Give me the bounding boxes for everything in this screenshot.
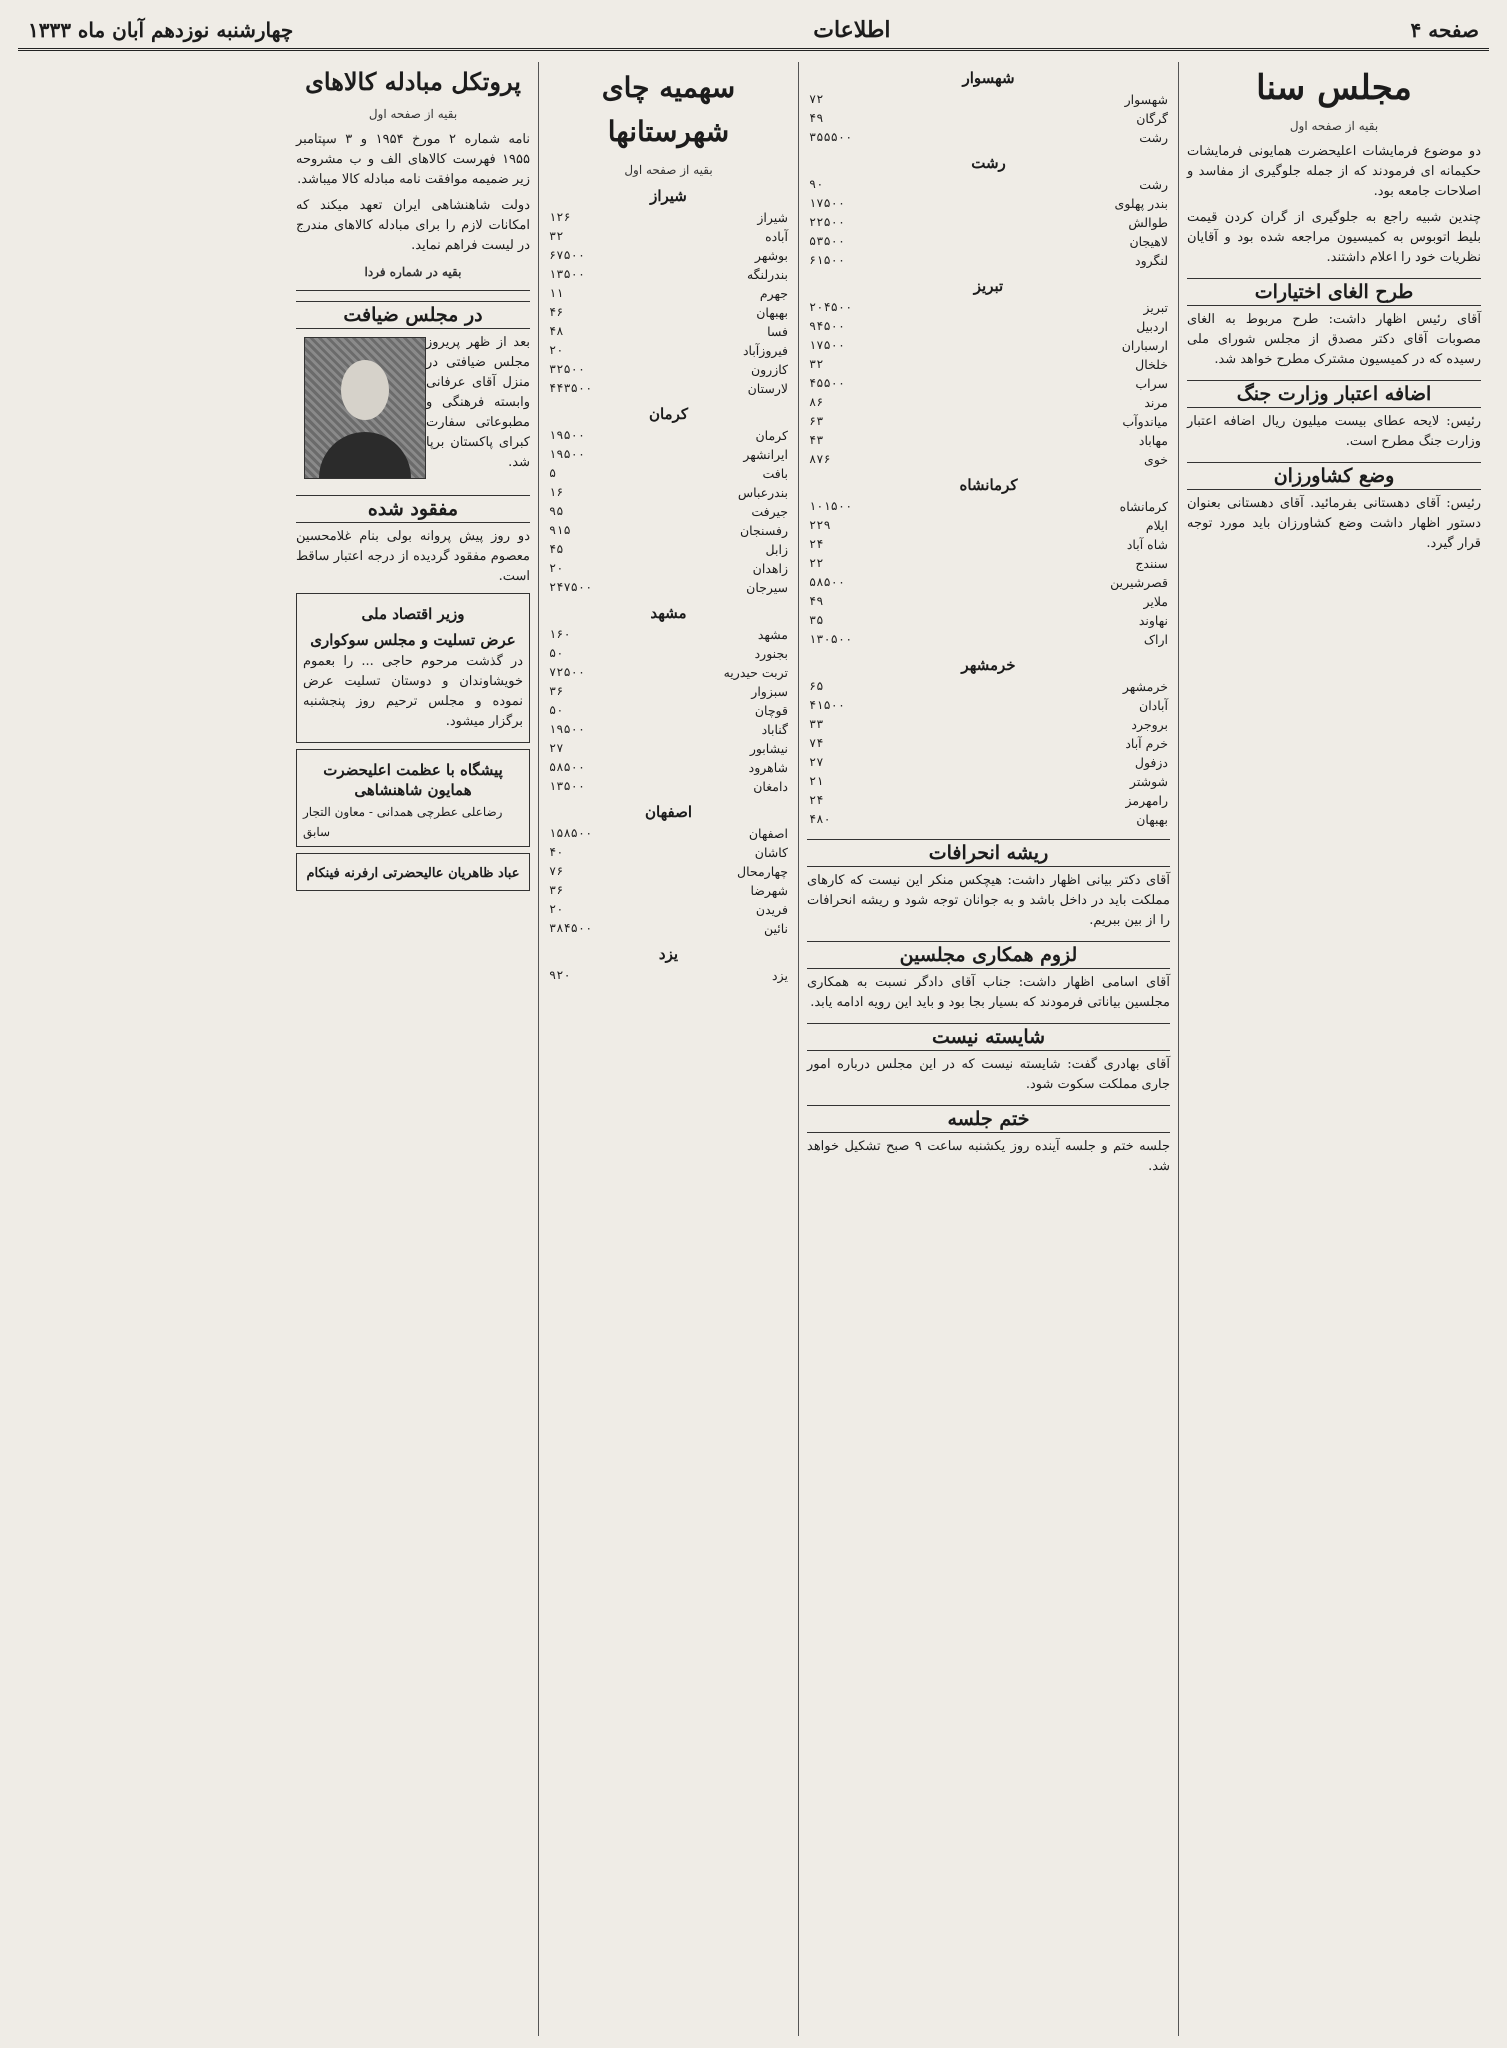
value-cell: ۱۷۵۰۰ — [809, 338, 846, 352]
subheading: اضافه اعتبار وزارت جنگ — [1187, 380, 1481, 408]
table-row — [547, 701, 790, 720]
city-cell: شهسوار — [1124, 92, 1168, 107]
tea-table-rows — [807, 497, 1170, 649]
table-row — [807, 516, 1170, 535]
city-cell: طوالش — [1128, 215, 1168, 230]
table-row — [547, 284, 790, 303]
article-paragraph: آقای بهادری گفت: شایسته نیست که در این مجلس درباره امور جاری مملکت سکوت شود. — [807, 1057, 1170, 1092]
value-cell: ۹۱۵ — [549, 523, 571, 537]
divider — [296, 290, 530, 291]
city-cell: دامغان — [753, 779, 788, 794]
city-heading: شیراز — [650, 187, 687, 205]
city-cell: فسا — [767, 324, 788, 339]
table-row — [807, 630, 1170, 649]
column-protocol — [288, 62, 538, 2036]
notice-box — [296, 853, 530, 891]
table-row — [547, 322, 790, 341]
table-row — [807, 393, 1170, 412]
table-row — [547, 881, 790, 900]
city-cell: نهاوند — [1138, 613, 1168, 628]
value-cell: ۸۷۶ — [809, 452, 831, 466]
city-cell: جهرم — [759, 286, 788, 301]
table-row — [807, 109, 1170, 128]
continued-note: بقیه در شماره فردا — [364, 265, 462, 279]
value-cell: ۸۶ — [809, 395, 824, 409]
table-row — [547, 758, 790, 777]
headline-tea: سهمیه چای شهرستانها — [601, 71, 736, 148]
table-row — [807, 592, 1170, 611]
city-heading: یزد — [658, 945, 679, 963]
city-cell: شهرضا — [750, 883, 788, 898]
value-cell: ۴۸ — [549, 324, 564, 338]
continued-note: بقیه از صفحه اول — [1289, 119, 1379, 133]
article-paragraph: جلسه ختم و جلسه آینده روز یکشنبه ساعت ۹ صبح تشکیل خواهد شد. — [807, 1139, 1170, 1174]
city-cell: شاهرود — [748, 760, 788, 775]
table-row — [547, 379, 790, 398]
table-row — [807, 90, 1170, 109]
value-cell: ۶۳ — [809, 414, 824, 428]
value-cell: ۳۲ — [809, 357, 824, 371]
city-cell: اصفهان — [748, 826, 788, 841]
table-row — [807, 696, 1170, 715]
city-cell: بندرلنگه — [746, 267, 788, 282]
headline-protocol: پروتکل مبادله کالاهای — [305, 67, 521, 96]
paper-name: اطلاعات — [813, 17, 891, 43]
tea-table-rows — [547, 208, 790, 398]
value-cell: ۴۹ — [809, 111, 824, 125]
city-cell: خرمشهر — [1122, 679, 1168, 694]
value-cell: ۳۶ — [549, 684, 564, 698]
value-cell: ۴۹ — [809, 594, 824, 608]
city-cell: بوشهر — [754, 248, 788, 263]
tea-table-rows — [547, 824, 790, 938]
notice-title: عباد ظاهریان عالیحضرتی ارفرنه فینکام — [306, 866, 520, 881]
city-cell: سراب — [1135, 376, 1168, 391]
value-cell: ۴۶ — [549, 305, 564, 319]
value-cell: ۴۸۰ — [809, 812, 831, 826]
value-cell: ۱۳۰۵۰۰ — [809, 632, 853, 646]
city-cell: زاهدان — [752, 561, 788, 576]
tea-table-yazd — [547, 966, 790, 985]
tea-table-rows — [807, 90, 1170, 147]
value-cell: ۵۳۵۰۰ — [809, 234, 846, 248]
city-cell: اردبیل — [1136, 319, 1168, 334]
notice-title: وزیر اقتصاد ملی — [361, 605, 465, 623]
table-row — [807, 213, 1170, 232]
city-cell: نیشابور — [749, 741, 788, 756]
table-row — [807, 194, 1170, 213]
value-cell: ۹۰ — [809, 177, 824, 191]
city-cell: فیروزآباد — [742, 343, 788, 358]
value-cell: ۱۹۵۰۰ — [549, 428, 586, 442]
city-cell: ایلام — [1145, 518, 1168, 533]
notice-title: عرض تسلیت و مجلس سوکواری — [310, 631, 516, 649]
table-row — [807, 677, 1170, 696]
table-row — [547, 663, 790, 682]
masthead — [18, 12, 1489, 51]
city-heading: شهسوار — [962, 69, 1015, 87]
value-cell: ۱۵۸۵۰۰ — [549, 826, 593, 840]
city-cell: رفسنجان — [740, 523, 788, 538]
article-paragraph: رئیس: لایحه عطای بیست میلیون ریال اضافه اعتبار وزارت جنگ مطرح است. — [1187, 414, 1481, 449]
portrait-photo — [304, 337, 426, 479]
column-tea-quota — [538, 62, 798, 2036]
city-cell: لارستان — [747, 381, 788, 396]
columns — [18, 62, 1489, 2036]
table-row — [547, 739, 790, 758]
table-row — [807, 554, 1170, 573]
table-row — [547, 502, 790, 521]
subheading: ختم جلسه — [807, 1105, 1170, 1133]
table-row — [807, 412, 1170, 431]
city-cell: گناباد — [761, 722, 788, 737]
city-cell: اراک — [1143, 632, 1168, 647]
continued-note: بقیه از صفحه اول — [368, 107, 458, 121]
photo-caption: بعد از ظهر پریروز مجلس ضیافتی در منزل آقای عرفانی وابسته فرهنگی و مطبوعاتی سفارت کبرای پاکستان برپا شد. — [426, 335, 530, 470]
city-cell: تبریز — [1143, 300, 1168, 315]
value-cell: ۲۷ — [809, 755, 824, 769]
value-cell: ۲۲ — [809, 556, 824, 570]
value-cell: ۱۳۵۰۰ — [549, 779, 586, 793]
value-cell: ۱۹۵۰۰ — [549, 722, 586, 736]
value-cell: ۷۶ — [549, 864, 564, 878]
table-row — [807, 355, 1170, 374]
table-row — [547, 578, 790, 597]
value-cell: ۴۱۵۰۰ — [809, 698, 846, 712]
city-cell: خرم آباد — [1125, 736, 1168, 751]
value-cell: ۱۹۵۰۰ — [549, 447, 586, 461]
value-cell: ۲۱ — [809, 774, 824, 788]
city-cell: بهبهان — [1136, 812, 1168, 827]
city-cell: تربت حیدریه — [723, 665, 788, 680]
continued-note: بقیه از صفحه اول — [624, 163, 713, 177]
value-cell: ۲۰۴۵۰۰ — [809, 300, 853, 314]
city-cell: لنگرود — [1135, 253, 1168, 268]
city-cell: خوی — [1144, 452, 1168, 467]
tea-table-rows — [547, 625, 790, 796]
portrait-face — [341, 360, 389, 420]
subheading: طرح الغای اختیارات — [1187, 278, 1481, 306]
table-row — [547, 227, 790, 246]
city-cell: بروجرد — [1131, 717, 1168, 732]
table-row — [807, 431, 1170, 450]
column-majlis-sena — [1178, 62, 1489, 2036]
table-row — [547, 843, 790, 862]
subheading: ریشه انحرافات — [807, 839, 1170, 867]
subheading: در مجلس ضیافت — [296, 301, 530, 329]
value-cell: ۳۵ — [809, 613, 824, 627]
table-row — [547, 777, 790, 796]
city-cell: چهارمحال — [737, 864, 788, 879]
city-cell: گرگان — [1136, 111, 1168, 126]
article-paragraph: دو روز پیش پروانه بولی بنام غلامحسین معصوم مفقود گردیده از درجه اعتبار ساقط است. — [296, 529, 530, 584]
city-cell: بجنورد — [754, 646, 788, 661]
tea-table-rows — [807, 175, 1170, 270]
value-cell: ۹۲۰ — [549, 968, 571, 982]
value-cell: ۵۰ — [549, 703, 564, 717]
table-row — [807, 298, 1170, 317]
value-cell: ۲۰ — [549, 561, 564, 575]
table-row — [807, 450, 1170, 469]
city-cell: مشهد — [757, 627, 788, 642]
tea-table — [547, 186, 790, 938]
table-row — [547, 900, 790, 919]
value-cell: ۳۵۵۵۰۰ — [809, 130, 853, 144]
table-row — [547, 559, 790, 578]
table-row — [547, 341, 790, 360]
city-cell: زابل — [765, 542, 788, 557]
value-cell: ۷۲ — [809, 92, 824, 106]
value-cell: ۵۰ — [549, 646, 564, 660]
table-row — [807, 497, 1170, 516]
value-cell: ۹۴۵۰۰ — [809, 319, 846, 333]
value-cell: ۶۱۵۰۰ — [809, 253, 846, 267]
table-row — [807, 535, 1170, 554]
city-cell: آبادان — [1139, 698, 1168, 713]
value-cell: ۲۰ — [549, 902, 564, 916]
table-row — [807, 251, 1170, 270]
table-row — [547, 862, 790, 881]
value-cell: ۴۵۵۰۰ — [809, 376, 846, 390]
subheading: لزوم همکاری مجلسین — [807, 941, 1170, 969]
value-cell: ۴۳ — [809, 433, 824, 447]
city-heading: خرمشهر — [961, 656, 1016, 674]
value-cell: ۲۲۵۰۰ — [809, 215, 846, 229]
table-row — [547, 824, 790, 843]
city-cell: یزد — [772, 968, 788, 983]
city-cell: بهبهان — [756, 305, 788, 320]
table-row — [547, 682, 790, 701]
table-row — [547, 246, 790, 265]
table-row — [807, 810, 1170, 829]
city-cell: بندرعباس — [737, 485, 788, 500]
city-cell: ایرانشهر — [743, 447, 788, 462]
table-row — [807, 573, 1170, 592]
city-cell: کرمانشاه — [1119, 499, 1168, 514]
city-cell: بافت — [762, 466, 788, 481]
table-row — [547, 521, 790, 540]
city-cell: ارسباران — [1121, 338, 1168, 353]
article-paragraph: رئیس: آقای دهستانی بفرمائید. آقای دهستانی بعنوان دستور اظهار داشت وضع کشاورزان باید مورد توجه قرار گیرد. — [1187, 496, 1481, 551]
subheading: مفقود شده — [296, 495, 530, 523]
article-paragraph: چندین شبیه راجع به جلوگیری از گران کردن قیمت بلیط اتوبوس به کمیسیون مراجعه شده بود و آقایان نظریات خود را اعلام داشتند. — [1187, 210, 1481, 265]
page-number: صفحه ۴ — [1410, 18, 1479, 42]
article-paragraph: آقای دکتر بیانی اظهار داشت: هیچکس منکر این نیست که کارهای مملکت باید در داخل باشد و به جوانان توجه شود و ریشه انحرافات را از بین ببریم. — [807, 873, 1170, 928]
city-cell: مهاباد — [1138, 433, 1168, 448]
value-cell: ۷۴ — [809, 736, 824, 750]
value-cell: ۱۶۰ — [549, 627, 571, 641]
table-row — [807, 611, 1170, 630]
table-row — [547, 720, 790, 739]
value-cell: ۹۵ — [549, 504, 564, 518]
city-cell: میاندوآب — [1122, 414, 1168, 429]
city-cell: سیرجان — [746, 580, 788, 595]
value-cell: ۱۰۱۵۰۰ — [809, 499, 853, 513]
city-cell: نائین — [763, 921, 788, 936]
city-cell: قصرشیرین — [1110, 575, 1168, 590]
table-row — [547, 540, 790, 559]
table-row — [547, 303, 790, 322]
table-row — [547, 483, 790, 502]
headline-majlis: مجلس سنا — [1256, 68, 1412, 108]
table-row — [547, 208, 790, 227]
table-row — [807, 734, 1170, 753]
value-cell: ۴۵ — [549, 542, 564, 556]
value-cell: ۵۸۵۰۰ — [809, 575, 846, 589]
value-cell: ۵۸۵۰۰ — [549, 760, 586, 774]
city-heading: مشهد — [650, 604, 687, 622]
portrait-shoulders — [319, 432, 411, 478]
value-cell: ۱۲۶ — [549, 210, 571, 224]
tea-table-rows — [807, 677, 1170, 829]
city-heading: کرمانشاه — [959, 476, 1018, 494]
city-cell: کازرون — [750, 362, 788, 377]
value-cell: ۳۶ — [549, 883, 564, 897]
city-heading: رشت — [971, 154, 1006, 172]
table-row — [547, 625, 790, 644]
table-row — [807, 374, 1170, 393]
value-cell: ۱۳۵۰۰ — [549, 267, 586, 281]
notice-text: در گذشت مرحوم حاجی ... را بعموم خویشاوندان و دوستان تسلیت عرض نموده و مجلس ترحیم روز پنجشنبه برگزار میشود. — [303, 654, 523, 729]
value-cell: ۷۲۵۰۰ — [549, 665, 586, 679]
value-cell: ۶۷۵۰۰ — [549, 248, 586, 262]
value-cell: ۱۷۵۰۰ — [809, 196, 846, 210]
city-cell: آباده — [765, 229, 788, 244]
city-cell: بندر پهلوی — [1114, 196, 1168, 211]
value-cell: ۲۴ — [809, 793, 824, 807]
value-cell: ۴۴۳۵۰۰ — [549, 381, 593, 395]
table-row — [807, 772, 1170, 791]
city-heading: اصفهان — [645, 803, 692, 821]
city-cell: خلخال — [1135, 357, 1168, 372]
value-cell: ۲۴ — [809, 537, 824, 551]
city-cell: سنندج — [1135, 556, 1168, 571]
value-cell: ۱۶ — [549, 485, 564, 499]
table-row — [547, 464, 790, 483]
city-heading: تبریز — [973, 277, 1004, 295]
value-cell: ۲۴۷۵۰۰ — [549, 580, 593, 594]
article-paragraph: دولت شاهنشاهی ایران تعهد میکند که امکانات لازم را برای مبادله کالاهای مندرج در لیست فراهم نماید. — [296, 198, 530, 253]
value-cell: ۳۳ — [809, 717, 824, 731]
table-row — [807, 232, 1170, 251]
subheading: وضع کشاورزان — [1187, 462, 1481, 490]
city-cell: رشت — [1139, 177, 1168, 192]
city-cell: فریدن — [755, 902, 788, 917]
city-heading: کرمان — [648, 405, 689, 423]
article-paragraph: آقای اسامی اظهار داشت: جناب آقای دادگر نسبت به همکاری مجلسین بیاناتی فرمودند که بسیار بجا بود و باید این رویه ادامه یابد. — [807, 975, 1170, 1010]
city-cell: قوچان — [754, 703, 788, 718]
table-row — [807, 175, 1170, 194]
notice-box — [296, 593, 530, 743]
issue-date: چهارشنبه نوزدهم آبان ماه ۱۳۳۳ — [28, 18, 294, 42]
city-cell: کرمان — [755, 428, 788, 443]
value-cell: ۲۰ — [549, 343, 564, 357]
city-cell: کاشان — [754, 845, 788, 860]
value-cell: ۶۵ — [809, 679, 824, 693]
city-cell: رامهرمز — [1125, 793, 1168, 808]
article-paragraph: آقای رئیس اظهار داشت: طرح مربوط به الغای مصوبات آقای دکتر مصدق از مجلس شورای ملی رسیده که در کمیسیون مشترک مطرح خواهد شد. — [1187, 312, 1481, 367]
value-cell: ۵ — [549, 466, 557, 480]
notice-title: پیشگاه با عظمت اعلیحضرت همایون شاهنشاهی — [323, 761, 503, 799]
city-cell: لاهیجان — [1129, 234, 1168, 249]
column-middle — [798, 62, 1178, 2036]
table-row — [547, 360, 790, 379]
value-cell: ۲۷ — [549, 741, 564, 755]
value-cell: ۴۰ — [549, 845, 564, 859]
notice-box — [296, 749, 530, 847]
city-cell: دزفول — [1134, 755, 1168, 770]
city-cell: جیرفت — [751, 504, 788, 519]
tea-table-rows — [807, 298, 1170, 469]
table-row — [807, 715, 1170, 734]
city-cell: سبزوار — [751, 684, 788, 699]
table-row — [807, 336, 1170, 355]
tea-table-continued — [807, 68, 1170, 829]
table-row — [807, 791, 1170, 810]
value-cell: ۳۸۴۵۰۰ — [549, 921, 593, 935]
value-cell: ۱۱ — [549, 286, 564, 300]
city-cell: شیراز — [757, 210, 788, 225]
subheading: شایسته نیست — [807, 1023, 1170, 1051]
value-cell: ۳۲۵۰۰ — [549, 362, 586, 376]
city-cell: رشت — [1139, 130, 1168, 145]
article-paragraph: دو موضوع فرمایشات اعلیحضرت همایونی فرمایشات حکیمانه ای فرمودند که از جمله جلوگیری از مفاسد و اصلاحات جامعه بود. — [1187, 144, 1481, 199]
table-row — [547, 644, 790, 663]
article-paragraph: نامه شماره ۲ مورخ ۱۹۵۴ و ۳ سپتامبر ۱۹۵۵ فهرست کالاهای الف و ب مشروحه زیر ضمیمه موافقت نامه مبادله کالا میباشد. — [296, 132, 530, 187]
city-cell: شوشتر — [1129, 774, 1168, 789]
city-cell: مرند — [1144, 395, 1168, 410]
city-cell: شاه آباد — [1126, 537, 1168, 552]
table-row — [547, 919, 790, 938]
value-cell: ۲۲۹ — [809, 518, 831, 532]
table-row — [807, 753, 1170, 772]
value-cell: ۳۲ — [549, 229, 564, 243]
table-row — [547, 426, 790, 445]
table-row — [807, 317, 1170, 336]
notice-signature: رضاعلی عطرچی همدانی - معاون التجار سابق — [303, 805, 503, 839]
city-cell: ملایر — [1143, 594, 1168, 609]
tea-table-rows — [547, 426, 790, 597]
table-row — [807, 128, 1170, 147]
table-row — [547, 265, 790, 284]
table-row — [547, 445, 790, 464]
